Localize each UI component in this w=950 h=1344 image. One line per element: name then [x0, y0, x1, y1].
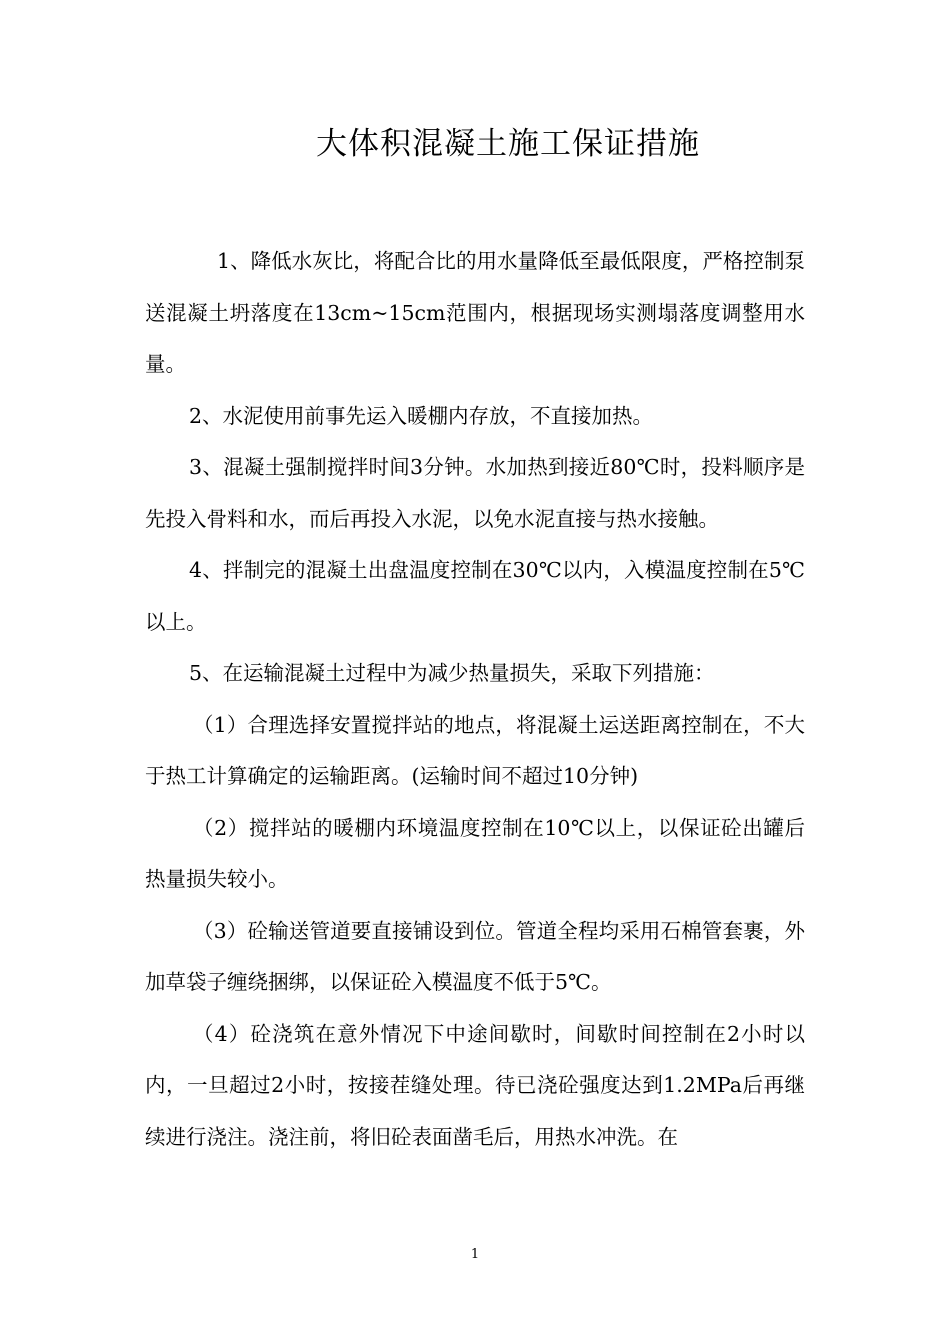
paragraph-2: 2、水泥使用前事先运入暖棚内存放，不直接加热。 [189, 403, 654, 428]
document-title: 大体积混凝土施工保证措施 [316, 126, 700, 162]
document-body [145, 236, 805, 1163]
paragraph-5-4: （4）砼浇筑在意外情况下中途间歇时，间歇时间控制在2小时以内，一旦超过2小时，按接茬缝处理。待已浇砼强度达到1.2MPa后再继续进行浇注。浇注前，将旧砼表面凿毛后，用热水冲洗。在 [145, 1021, 805, 1149]
paragraph-5-3: （3）砼输送管道要直接铺设到位。管道全程均采用石棉管套裹，外加草袋子缠绕捆绑，以保证砼入模温度不低于5℃。 [145, 918, 805, 994]
paragraph-5-1: （1）合理选择安置搅拌站的地点，将混凝土运送距离控制在，不大于热工计算确定的运输距离。(运输时间不超过10分钟) [145, 712, 805, 788]
paragraph-5-2: （2）搅拌站的暖棚内环境温度控制在10℃以上，以保证砼出罐后热量损失较小。 [145, 815, 805, 891]
paragraph-4: 4、拌制完的混凝土出盘温度控制在30℃以内，入模温度控制在5℃以上。 [145, 558, 805, 634]
paragraph-5: 5、在运输混凝土过程中为减少热量损失，采取下列措施： [189, 661, 715, 685]
paragraph-1: 1、降低水灰比，将配合比的用水量降低至最低限度，严格控制泵送混凝土坍落度在13cm~15cm范围内，根据现场实测塌落度调整用水量。 [145, 249, 805, 376]
paragraph-3: 3、混凝土强制搅拌时间3分钟。水加热到接近80℃时，投料顺序是先投入骨料和水，而后再投入水泥，以免水泥直接与热水接触。 [145, 455, 805, 531]
page-number: 1 [470, 1247, 480, 1262]
